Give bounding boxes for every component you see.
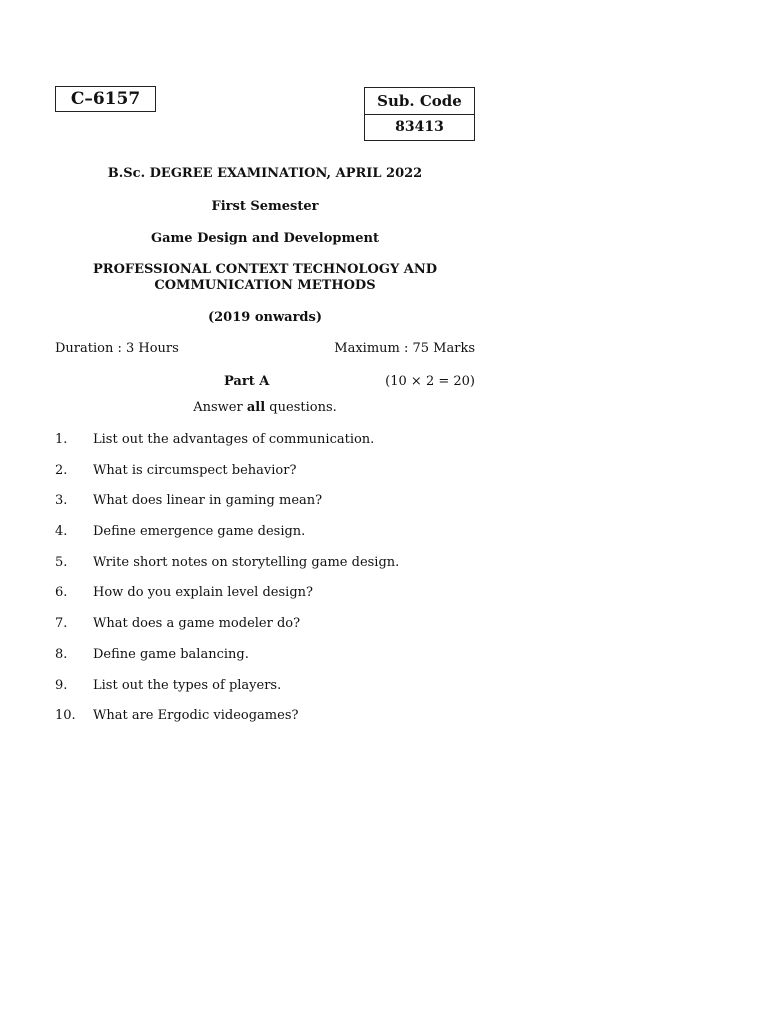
instruction-pre: Answer bbox=[193, 400, 247, 415]
paper-code: C–6157 bbox=[70, 89, 141, 109]
question-text: How do you explain level design? bbox=[93, 585, 313, 601]
programme-title: Game Design and Development bbox=[151, 231, 379, 246]
question-text: What does a game modeler do? bbox=[93, 616, 301, 632]
subject-title-line-1: PROFESSIONAL CONTEXT TECHNOLOGY AND bbox=[92, 262, 438, 277]
question-text: What does linear in gaming mean? bbox=[93, 493, 323, 509]
sub-code-label: Sub. Code bbox=[365, 88, 474, 115]
instruction-bold: all bbox=[246, 400, 266, 415]
question-text: Write short notes on storytelling game design. bbox=[93, 554, 400, 570]
question-item bbox=[55, 493, 575, 524]
question-item bbox=[55, 708, 575, 739]
question-number: 7. bbox=[55, 616, 68, 632]
question-number: 9. bbox=[55, 677, 68, 693]
subject-title-line-2: COMMUNICATION METHODS bbox=[154, 278, 376, 293]
question-text: List out the advantages of communication. bbox=[93, 432, 375, 447]
question-item bbox=[55, 616, 575, 647]
question-number: 6. bbox=[55, 585, 68, 601]
question-number: 10. bbox=[55, 708, 76, 724]
question-list bbox=[55, 432, 575, 739]
sub-code-value: 83413 bbox=[395, 119, 444, 136]
duration: Duration : 3 Hours bbox=[55, 341, 179, 356]
part-a-header bbox=[55, 374, 475, 392]
semester-title: First Semester bbox=[211, 199, 319, 214]
part-a-title: Part A bbox=[224, 374, 270, 389]
question-number: 2. bbox=[55, 462, 68, 478]
question-item bbox=[55, 678, 575, 709]
question-text: What is circumspect behavior? bbox=[93, 462, 297, 478]
question-number: 3. bbox=[55, 493, 68, 509]
question-number: 5. bbox=[55, 554, 68, 570]
question-text: Define emergence game design. bbox=[93, 524, 306, 540]
question-number: 8. bbox=[55, 646, 68, 662]
question-number: 1. bbox=[55, 432, 68, 447]
part-a-instruction bbox=[55, 400, 475, 415]
question-item bbox=[55, 463, 575, 494]
question-item bbox=[55, 647, 575, 678]
part-a-marks: (10 × 2 = 20) bbox=[385, 374, 475, 389]
maximum-marks: Maximum : 75 Marks bbox=[334, 341, 475, 356]
question-item bbox=[55, 555, 575, 586]
question-number: 4. bbox=[55, 524, 68, 540]
sub-code-box bbox=[364, 87, 475, 141]
exam-title: B.Sc. DEGREE EXAMINATION, APRIL 2022 bbox=[107, 166, 423, 181]
exam-meta-row bbox=[55, 341, 475, 356]
question-item bbox=[55, 432, 575, 463]
paper-code-box bbox=[55, 86, 156, 112]
instruction-post: questions. bbox=[265, 400, 337, 415]
question-item bbox=[55, 524, 575, 555]
scheme-title: (2019 onwards) bbox=[207, 310, 322, 325]
question-text: What are Ergodic videogames? bbox=[93, 708, 299, 724]
question-text: Define game balancing. bbox=[93, 646, 249, 662]
question-text: List out the types of players. bbox=[93, 677, 282, 693]
question-item bbox=[55, 585, 575, 616]
